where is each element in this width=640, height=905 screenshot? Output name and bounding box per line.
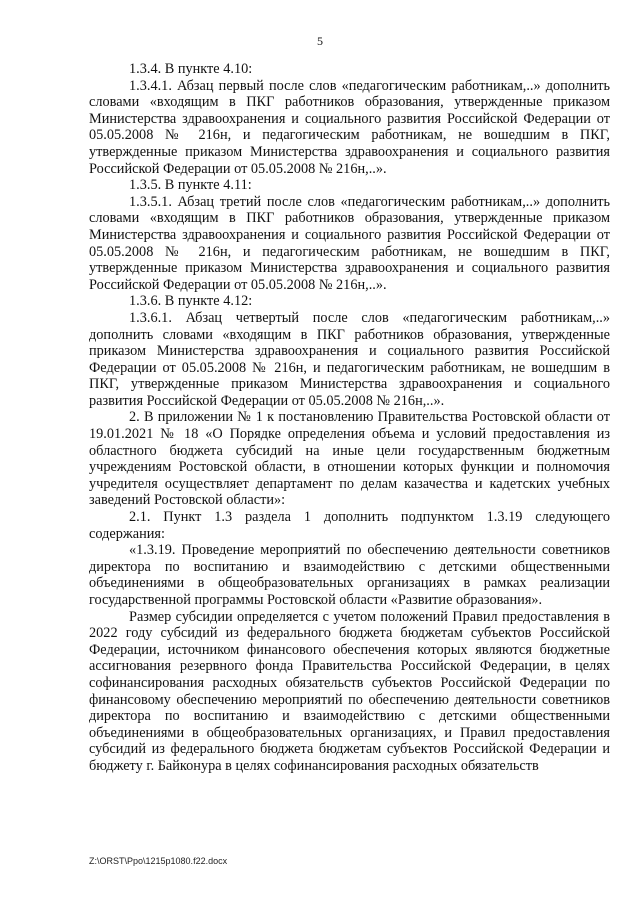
document-body [89, 61, 610, 775]
paragraph-2: 2. В приложении № 1 к постановлению Правительства Ростовской области от 19.01.2021 № 18 «О Порядке определения объема и условий предоставления из областного бюджета субсидий на иные цели государственным бюджетным учреждениям Ростовской области, в отношении которых функции и полномочия учредителя осуществляет департамент по делам казачества и кадетских учебных заведений Ростовской области»: [89, 409, 610, 509]
paragraph-1-3-6-1: 1.3.6.1. Абзац четвертый после слов «педагогическим работникам,..» дополнить словами «входящим в ПКГ работников образования, утвержденные приказом Министерства здравоохранения и социального развития Российской Федерации от 05.05.2008 № 216н, и педагогическим работникам, не вошедшим в ПКГ, утвержденные приказом Министерства здравоохранения и социального развития Российской Федерации от 05.05.2008 № 216н,..». [89, 309, 610, 409]
page-number: 5 [317, 34, 323, 48]
paragraph-1-3-4-1: 1.3.4.1. Абзац первый после слов «педагогическим работникам,..» дополнить словами «входящим в ПКГ работников образования, утвержденные приказом Министерства здравоохранения и социального развития Российской Федерации от 05.05.2008 № 216н, и педагогическим работникам, не вошедшим в ПКГ, утвержденные приказом Министерства здравоохранения и социального развития Российской Федерации от 05.05.2008 № 216н,..». [89, 77, 610, 177]
paragraph-1-3-5-1: 1.3.5.1. Абзац третий после слов «педагогическим работникам,..» дополнить словами «входящим в ПКГ работников образования, утвержденные приказом Министерства здравоохранения и социального развития Российской Федерации от 05.05.2008 № 216н, и педагогическим работникам, не вошедшим в ПКГ, утвержденные приказом Министерства здравоохранения и социального развития Российской Федерации от 05.05.2008 № 216н,..». [89, 193, 610, 293]
footer-file-path: Z:\ORST\Ppo\1215p1080.f22.docx [89, 856, 228, 866]
paragraph-subsidy-size: Размер субсидии определяется с учетом положений Правил предоставления в 2022 году субсидий из федерального бюджета бюджетам субъектов Российской Федерации, источником финансового обеспечения которых являются бюджетные ассигнования резервного фонда Правительства Российской Федерации, в целях софинансирования расходных обязательств субъектов Российской Федерации по финансовому обеспечению мероприятий по обеспечению деятельности советников директора по воспитанию и взаимодействию с детскими общественными объединениями в общеобразовательных организациях, и Правил предоставления субсидий из федерального бюджета бюджетам субъектов Российской Федерации и бюджету г. Байконура в целях софинансирования расходных обязательств [89, 608, 610, 774]
paragraph-1-3-19: «1.3.19. Проведение мероприятий по обеспечению деятельности советников директора по воспитанию и взаимодействию с детскими общественными объединениями в общеобразовательных организациях в рамках реализации государственной программы Ростовской области «Развитие образования». [89, 542, 610, 608]
paragraph-1-3-6: 1.3.6. В пункте 4.12: [129, 293, 253, 310]
paragraph-1-3-4: 1.3.4. В пункте 4.10: [129, 61, 253, 77]
paragraph-1-3-5: 1.3.5. В пункте 4.11: [129, 177, 252, 194]
paragraph-2-1: 2.1. Пункт 1.3 раздела 1 дополнить подпунктом 1.3.19 следующего содержания: [89, 509, 610, 542]
